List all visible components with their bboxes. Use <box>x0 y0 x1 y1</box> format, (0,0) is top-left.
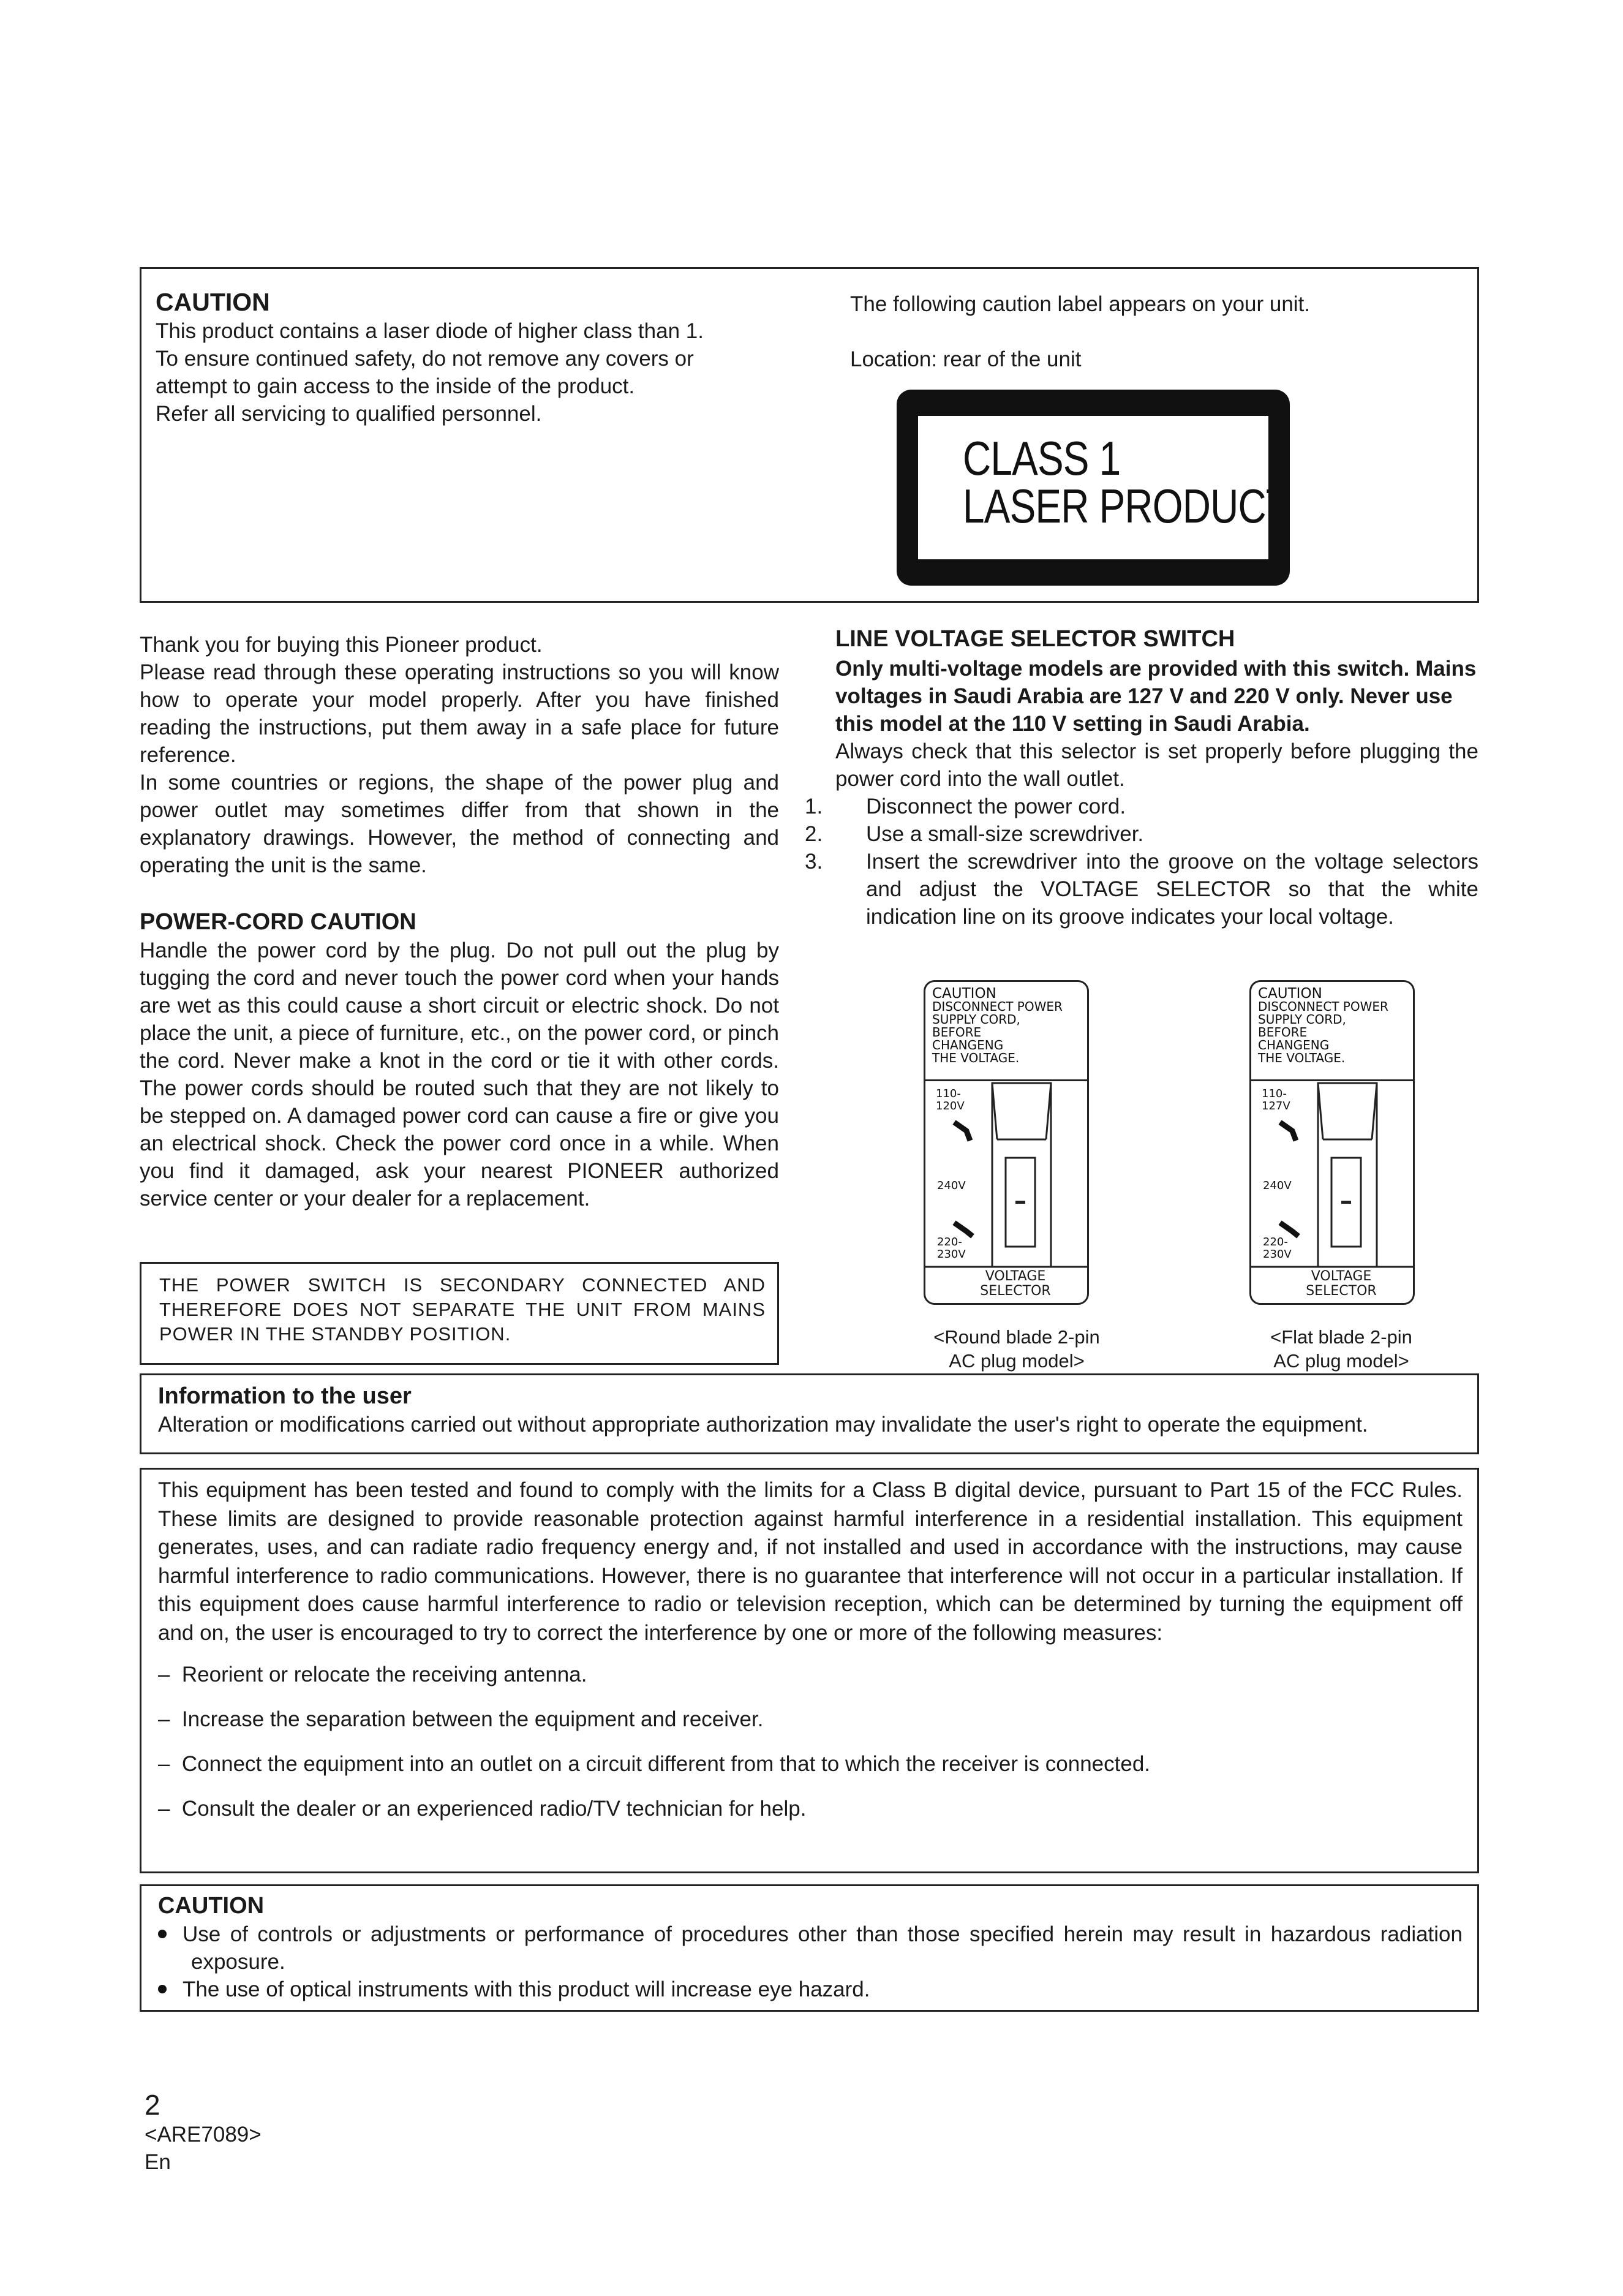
line-voltage-steps <box>805 793 1478 931</box>
label-location: Location: rear of the unit <box>850 347 1082 371</box>
fcc-measure: – Consult the dealer or an experienced radio/TV technician for help. <box>158 1797 807 1821</box>
doc-code: <ARE7089> <box>145 2123 262 2147</box>
line-voltage-intro: Always check that this selector is set properly before plugging the power cord into the wall outlet. <box>835 739 1478 791</box>
step-item: 2. Use a small-size screwdriver. <box>805 822 1144 846</box>
caution-heading: CAUTION <box>156 288 270 316</box>
line-voltage-section <box>805 625 1478 931</box>
footer <box>145 2089 262 2176</box>
info-user-heading: Information to the user <box>158 1383 412 1409</box>
intro-text <box>140 631 779 879</box>
step-item: 1. Disconnect the power cord. <box>805 795 1126 818</box>
fcc-measure: – Reorient or relocate the receiving antenna. <box>158 1663 587 1686</box>
bottom-caution-item: The use of optical instruments with this product will increase eye hazard. <box>158 1976 1463 2003</box>
power-cord-section <box>140 908 779 1212</box>
class1-laser-label <box>897 390 1290 586</box>
laser-caution-text <box>156 287 799 428</box>
bottom-caution-heading: CAUTION <box>158 1893 265 1919</box>
bullet-icon <box>158 1985 167 1993</box>
fcc-body: This equipment has been tested and found to comply with the limits for a Class B digital device, pursuant to Part 15 of the FCC Rules. These limits are designed to provide reasonable protection against harmful interference in a residential installation. This equipment generates, uses, and can radiate radio frequency energy and, if not installed and used in accordance with the instructions, may cause harmful interference to radio communications. However, there is no guarantee that interference will not occur in a particular installation. If this equipment does cause harmful interference to radio or television reception, which can be determined by turning the equipment off and on, the user is encouraged to try to correct the interference by one or more of the following measures: <box>158 1478 1463 1645</box>
fcc-measure: – Increase the separation between the equipment and receiver. <box>158 1707 764 1731</box>
caution-line: attempt to gain access to the inside of the product. <box>156 374 635 398</box>
fcc-measure: – Connect the equipment into an outlet on a circuit different from that to which the receiver is connected. <box>158 1752 1151 1776</box>
power-cord-heading: POWER-CORD CAUTION <box>140 909 416 935</box>
line-voltage-warning: Only multi-voltage models are provided with this switch. Mains voltages in Saudi Arabia are 127 V and 220 V only. Never use this model at the 110 V setting in Saudi Arabia. <box>835 657 1477 736</box>
line-voltage-heading: LINE VOLTAGE SELECTOR SWITCH <box>835 626 1235 652</box>
caution-line: Refer all servicing to qualified personnel. <box>156 402 542 426</box>
voltage-selector-diagram-flat: CAUTION DISCONNECT POWER SUPPLY CORD, BEFORE CHANGENG THE VOLTAGE. 110- 127V 240V 220- 230V VOLTAGE SELECTOR <box>1249 980 1415 1305</box>
language-code: En <box>145 2150 171 2174</box>
bottom-caution-item: Use of controls or adjustments or performance of procedures other than those specified herein may result in hazardous radiation exposure. <box>158 1920 1463 1976</box>
page-number: 2 <box>145 2089 160 2121</box>
power-switch-notice: THE POWER SWITCH IS SECONDARY CONNECTED AND THEREFORE DOES NOT SEPARATE THE UNIT FROM MAINS POWER IN THE STANDBY POSITION. <box>159 1274 766 1345</box>
intro-para: Thank you for buying this Pioneer product. <box>140 633 543 657</box>
diagram-caption-round: <Round blade 2-pin AC plug model> <box>933 1326 1100 1372</box>
bullet-icon <box>158 1930 167 1938</box>
bottom-caution-section <box>158 1892 1463 2003</box>
label-note: The following caution label appears on your unit. <box>850 292 1311 316</box>
label-line2: LASER PRODUCT <box>963 479 1290 533</box>
caution-line: This product contains a laser diode of higher class than 1. <box>156 319 704 343</box>
caution-line: To ensure continued safety, do not remove any covers or <box>156 347 694 371</box>
info-user-section <box>158 1382 1463 1438</box>
info-user-body: Alteration or modifications carried out without appropriate authorization may invalidate the user's right to operate the equipment. <box>158 1413 1368 1437</box>
intro-para: In some countries or regions, the shape of the power plug and power outlet may sometimes differ from that shown in the explanatory drawings. However, the method of connecting and operating the unit is the same. <box>140 771 779 877</box>
label-line1: CLASS 1 <box>963 431 1121 485</box>
power-cord-body: Handle the power cord by the plug. Do not pull out the plug by tugging the cord and never touch the power cord when your hands are wet as this could cause a short circuit or electric shock. Do not place the unit, a piece of furniture, etc., on the power cord, or pinch the cord. Never make a knot in the cord or tie it with other cords. The power cords should be routed such that they are not likely to be stepped on. A damaged power cord can cause a fire or give you an electrical shock. Check the power cord once in a while. When you find it damaged, ask your nearest PIONEER authorized service center or your dealer for a replacement. <box>140 938 779 1210</box>
fcc-section <box>158 1476 1463 1822</box>
intro-para: Please read through these operating instructions so you will know how to operate your model properly. After you have finished reading the instructions, put them away in a safe place for future reference. <box>140 660 779 767</box>
diagram-caution: CAUTION <box>932 986 996 1002</box>
step-item: 3. Insert the screwdriver into the groove on the voltage selectors and adjust the VOLTAGE SELECTOR so that the white indication line on its groove indicates your local voltage. <box>805 850 1478 929</box>
voltage-selector-diagram-round: CAUTION DISCONNECT POWER SUPPLY CORD, BEFORE CHANGENG THE VOLTAGE. 110- 120V 240V 220- 230V VOLTAGE SELECTOR <box>924 980 1089 1305</box>
diagram-caution: CAUTION <box>1258 986 1322 1002</box>
diagram-caption-flat: <Flat blade 2-pin AC plug model> <box>1270 1326 1412 1372</box>
